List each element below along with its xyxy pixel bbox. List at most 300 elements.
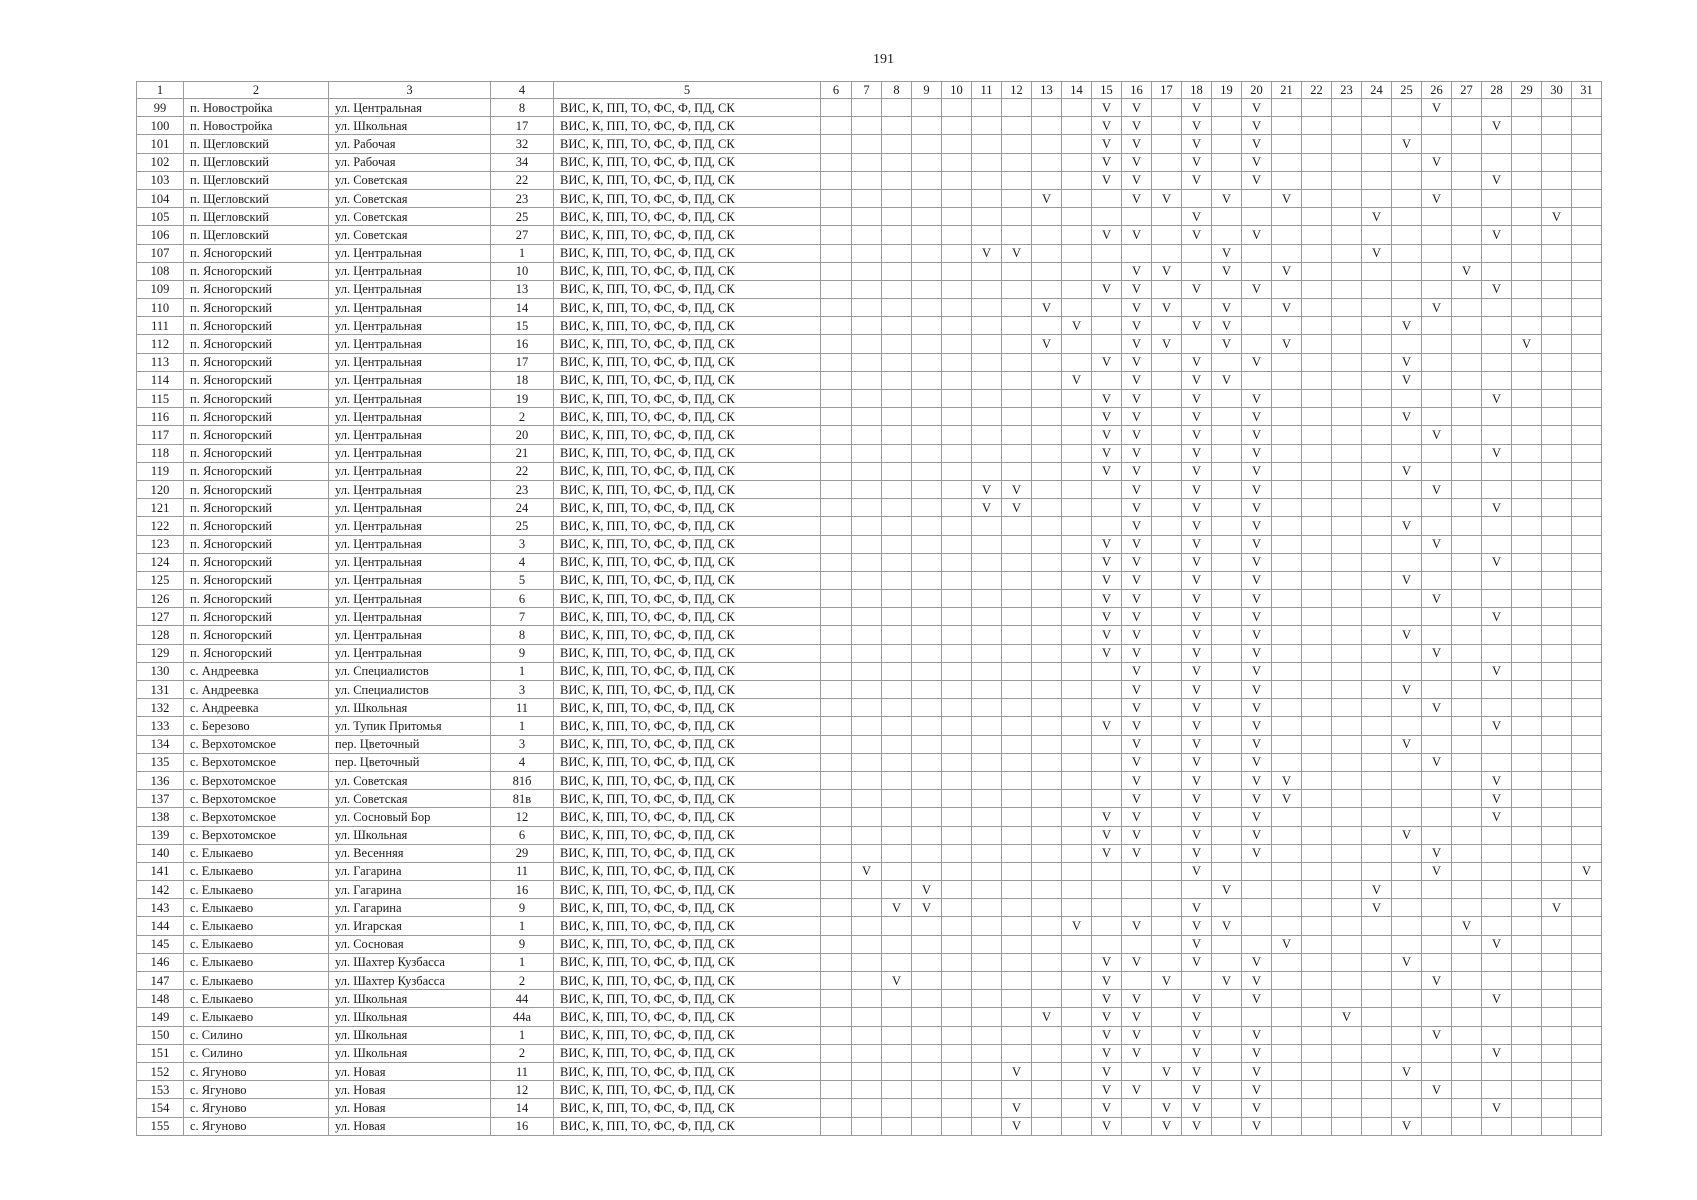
table-row [137, 917, 1602, 935]
day-mark-cell: V [1122, 953, 1152, 971]
day-cell [882, 790, 912, 808]
day-cell [942, 844, 972, 862]
day-cell [1452, 826, 1482, 844]
locality-cell: с. Березово [184, 717, 329, 735]
column-header: 9 [912, 82, 942, 99]
day-cell [1482, 1026, 1512, 1044]
street-cell: ул. Центральная [329, 644, 491, 662]
day-cell [1302, 335, 1332, 353]
day-cell [1122, 1117, 1152, 1135]
day-cell [1392, 590, 1422, 608]
service-set-cell: ВИС, К, ПП, ТО, ФС, Ф, ПД, СК [554, 681, 821, 699]
day-cell [882, 808, 912, 826]
table-row [137, 881, 1602, 899]
locality-cell: п. Ясногорский [184, 571, 329, 589]
house-number-cell: 11 [491, 699, 554, 717]
day-cell [1452, 189, 1482, 207]
day-mark-cell: V [1482, 1099, 1512, 1117]
day-cell [1332, 1026, 1362, 1044]
day-mark-cell: V [1092, 571, 1122, 589]
day-cell [1272, 881, 1302, 899]
row-number: 129 [137, 644, 184, 662]
day-cell [882, 480, 912, 498]
day-cell [1062, 299, 1092, 317]
table-row [137, 862, 1602, 880]
day-cell [1542, 299, 1572, 317]
day-cell [1272, 953, 1302, 971]
day-cell [912, 408, 942, 426]
day-cell [1422, 553, 1452, 571]
day-cell [1272, 353, 1302, 371]
day-cell [1452, 735, 1482, 753]
day-mark-cell: V [1032, 189, 1062, 207]
table-row [137, 844, 1602, 862]
day-cell [1482, 535, 1512, 553]
day-mark-cell: V [1122, 662, 1152, 680]
day-cell [821, 426, 852, 444]
day-cell [1572, 426, 1602, 444]
table-row [137, 335, 1602, 353]
day-cell [1362, 444, 1392, 462]
day-cell [1032, 571, 1062, 589]
day-cell [1542, 662, 1572, 680]
day-cell [1212, 226, 1242, 244]
day-cell [1422, 444, 1452, 462]
day-cell [1362, 590, 1392, 608]
locality-cell: п. Ясногорский [184, 390, 329, 408]
locality-cell: с. Верхотомское [184, 753, 329, 771]
day-cell [882, 226, 912, 244]
day-cell [882, 662, 912, 680]
column-header: 23 [1332, 82, 1362, 99]
street-cell: ул. Центральная [329, 335, 491, 353]
day-mark-cell: V [1242, 1081, 1272, 1099]
day-cell [1392, 1081, 1422, 1099]
day-cell [942, 208, 972, 226]
day-cell [1392, 480, 1422, 498]
day-cell [972, 826, 1002, 844]
day-cell [1482, 317, 1512, 335]
day-cell [1242, 335, 1272, 353]
day-cell [1302, 99, 1332, 117]
day-mark-cell: V [1422, 153, 1452, 171]
day-cell [1452, 808, 1482, 826]
day-cell [1302, 226, 1332, 244]
day-cell [972, 171, 1002, 189]
day-cell [912, 280, 942, 298]
day-mark-cell: V [1272, 189, 1302, 207]
day-cell [882, 699, 912, 717]
day-cell [852, 608, 882, 626]
day-cell [821, 335, 852, 353]
street-cell: ул. Центральная [329, 626, 491, 644]
day-mark-cell: V [1092, 426, 1122, 444]
day-mark-cell: V [1092, 808, 1122, 826]
locality-cell: с. Силино [184, 1026, 329, 1044]
day-cell [1512, 299, 1542, 317]
house-number-cell: 25 [491, 208, 554, 226]
day-cell [1302, 390, 1332, 408]
day-cell [912, 735, 942, 753]
day-cell [852, 571, 882, 589]
day-cell [882, 881, 912, 899]
day-cell [942, 371, 972, 389]
day-cell [852, 790, 882, 808]
street-cell: ул. Сосновая [329, 935, 491, 953]
day-mark-cell: V [1242, 953, 1272, 971]
day-cell [1092, 899, 1122, 917]
day-mark-cell: V [1242, 662, 1272, 680]
service-set-cell: ВИС, К, ПП, ТО, ФС, Ф, ПД, СК [554, 499, 821, 517]
day-mark-cell: V [1212, 881, 1242, 899]
day-cell [1482, 899, 1512, 917]
day-cell [1482, 262, 1512, 280]
day-cell [1572, 990, 1602, 1008]
day-cell [1452, 1099, 1482, 1117]
day-cell [1002, 171, 1032, 189]
day-mark-cell: V [1182, 499, 1212, 517]
day-mark-cell: V [1122, 681, 1152, 699]
day-cell [972, 990, 1002, 1008]
day-cell [852, 1117, 882, 1135]
day-cell [1392, 226, 1422, 244]
day-mark-cell: V [1122, 826, 1152, 844]
day-mark-cell: V [1242, 644, 1272, 662]
day-cell [1452, 862, 1482, 880]
day-cell [1452, 371, 1482, 389]
day-cell [1272, 1062, 1302, 1080]
day-cell [1212, 1081, 1242, 1099]
day-cell [1362, 935, 1392, 953]
day-cell [972, 99, 1002, 117]
locality-cell: п. Щегловский [184, 135, 329, 153]
column-header: 20 [1242, 82, 1272, 99]
house-number-cell: 44а [491, 1008, 554, 1026]
day-mark-cell: V [1092, 1044, 1122, 1062]
day-mark-cell: V [1122, 189, 1152, 207]
day-cell [1512, 972, 1542, 990]
day-cell [972, 844, 1002, 862]
day-cell [1062, 426, 1092, 444]
day-cell [912, 808, 942, 826]
day-cell [1062, 1081, 1092, 1099]
day-cell [1422, 408, 1452, 426]
day-cell [1362, 771, 1392, 789]
day-cell [1272, 681, 1302, 699]
day-cell [1302, 826, 1332, 844]
day-mark-cell: V [1392, 681, 1422, 699]
house-number-cell: 17 [491, 353, 554, 371]
day-cell [1452, 462, 1482, 480]
day-mark-cell: V [1182, 462, 1212, 480]
day-cell [1512, 1117, 1542, 1135]
locality-cell: п. Щегловский [184, 189, 329, 207]
table-row [137, 1081, 1602, 1099]
day-cell [1362, 1008, 1392, 1026]
day-cell [912, 535, 942, 553]
row-number: 131 [137, 681, 184, 699]
day-cell [1032, 553, 1062, 571]
service-set-cell: ВИС, К, ПП, ТО, ФС, Ф, ПД, СК [554, 117, 821, 135]
day-cell [1062, 553, 1092, 571]
day-cell [821, 99, 852, 117]
day-mark-cell: V [1002, 1099, 1032, 1117]
street-cell: пер. Цветочный [329, 735, 491, 753]
street-cell: ул. Шахтер Кузбасса [329, 953, 491, 971]
day-cell [1572, 935, 1602, 953]
day-cell [1002, 553, 1032, 571]
house-number-cell: 1 [491, 662, 554, 680]
house-number-cell: 22 [491, 171, 554, 189]
day-cell [1152, 499, 1182, 517]
day-cell [972, 153, 1002, 171]
day-cell [1332, 353, 1362, 371]
day-cell [1092, 335, 1122, 353]
day-cell [1572, 153, 1602, 171]
day-cell [1092, 317, 1122, 335]
day-cell [1512, 1044, 1542, 1062]
day-cell [1002, 462, 1032, 480]
day-mark-cell: V [1122, 480, 1152, 498]
day-cell [1002, 735, 1032, 753]
street-cell: ул. Центральная [329, 371, 491, 389]
street-cell: ул. Центральная [329, 462, 491, 480]
day-cell [912, 990, 942, 1008]
day-cell [1452, 426, 1482, 444]
day-cell [1212, 735, 1242, 753]
day-cell [942, 426, 972, 444]
day-cell [942, 117, 972, 135]
day-cell [1422, 1044, 1452, 1062]
day-cell [1032, 317, 1062, 335]
day-mark-cell: V [1152, 299, 1182, 317]
day-cell [1452, 662, 1482, 680]
house-number-cell: 5 [491, 571, 554, 589]
day-cell [1272, 662, 1302, 680]
day-cell [1332, 135, 1362, 153]
day-mark-cell: V [1182, 1008, 1212, 1026]
row-number: 103 [137, 171, 184, 189]
day-cell [1332, 1117, 1362, 1135]
day-mark-cell: V [1122, 990, 1152, 1008]
day-cell [1392, 426, 1422, 444]
day-cell [1452, 608, 1482, 626]
day-mark-cell: V [1362, 881, 1392, 899]
day-cell [972, 553, 1002, 571]
day-cell [1032, 353, 1062, 371]
day-cell [852, 808, 882, 826]
day-cell [1032, 808, 1062, 826]
house-number-cell: 14 [491, 1099, 554, 1117]
day-cell [1512, 571, 1542, 589]
day-cell [972, 790, 1002, 808]
day-cell [1572, 517, 1602, 535]
day-cell [1182, 881, 1212, 899]
day-mark-cell: V [1182, 153, 1212, 171]
street-cell: пер. Цветочный [329, 753, 491, 771]
day-cell [821, 262, 852, 280]
day-cell [1452, 299, 1482, 317]
day-mark-cell: V [1092, 717, 1122, 735]
table-row [137, 226, 1602, 244]
day-cell [1032, 662, 1062, 680]
locality-cell: п. Ясногорский [184, 317, 329, 335]
day-cell [972, 1117, 1002, 1135]
service-set-cell: ВИС, К, ПП, ТО, ФС, Ф, ПД, СК [554, 189, 821, 207]
day-cell [1392, 935, 1422, 953]
day-cell [1092, 917, 1122, 935]
day-cell [1092, 735, 1122, 753]
day-cell [1392, 1026, 1422, 1044]
day-cell [1302, 1117, 1332, 1135]
table-row [137, 717, 1602, 735]
day-cell [1272, 553, 1302, 571]
day-cell [1452, 753, 1482, 771]
column-header: 4 [491, 82, 554, 99]
service-set-cell: ВИС, К, ПП, ТО, ФС, Ф, ПД, СК [554, 717, 821, 735]
row-number: 117 [137, 426, 184, 444]
day-mark-cell: V [1182, 535, 1212, 553]
day-cell [1512, 426, 1542, 444]
day-cell [1002, 808, 1032, 826]
day-cell [1062, 262, 1092, 280]
day-mark-cell: V [1032, 1008, 1062, 1026]
day-cell [1542, 226, 1572, 244]
day-cell [882, 917, 912, 935]
day-cell [1152, 117, 1182, 135]
day-cell [1332, 699, 1362, 717]
street-cell: ул. Советская [329, 790, 491, 808]
day-cell [942, 953, 972, 971]
table-row [137, 1117, 1602, 1135]
day-cell [882, 590, 912, 608]
day-cell [1002, 390, 1032, 408]
day-cell [1152, 608, 1182, 626]
day-cell [1212, 390, 1242, 408]
day-mark-cell: V [1182, 1062, 1212, 1080]
table-row [137, 790, 1602, 808]
day-cell [912, 153, 942, 171]
day-cell [882, 935, 912, 953]
locality-cell: п. Ясногорский [184, 608, 329, 626]
day-cell [972, 899, 1002, 917]
day-cell [1362, 1062, 1392, 1080]
house-number-cell: 34 [491, 153, 554, 171]
day-cell [852, 753, 882, 771]
day-mark-cell: V [1242, 972, 1272, 990]
row-number: 137 [137, 790, 184, 808]
day-mark-cell: V [1092, 1026, 1122, 1044]
day-cell [882, 826, 912, 844]
day-cell [1002, 1081, 1032, 1099]
day-mark-cell: V [1392, 371, 1422, 389]
day-cell [1512, 990, 1542, 1008]
table-row [137, 644, 1602, 662]
table-row [137, 1008, 1602, 1026]
day-cell [1032, 462, 1062, 480]
street-cell: ул. Гагарина [329, 862, 491, 880]
day-cell [1512, 1062, 1542, 1080]
table-row [137, 117, 1602, 135]
day-cell [821, 444, 852, 462]
day-cell [1242, 208, 1272, 226]
day-mark-cell: V [1422, 753, 1452, 771]
street-cell: ул. Новая [329, 1081, 491, 1099]
day-mark-cell: V [1122, 790, 1152, 808]
service-set-cell: ВИС, К, ПП, ТО, ФС, Ф, ПД, СК [554, 408, 821, 426]
service-set-cell: ВИС, К, ПП, ТО, ФС, Ф, ПД, СК [554, 553, 821, 571]
locality-cell: с. Елыкаево [184, 862, 329, 880]
day-mark-cell: V [1242, 990, 1272, 1008]
day-cell [1062, 353, 1092, 371]
day-cell [1302, 644, 1332, 662]
day-cell [1062, 608, 1092, 626]
day-cell [882, 553, 912, 571]
day-cell [1392, 299, 1422, 317]
day-cell [1452, 699, 1482, 717]
day-cell [942, 1044, 972, 1062]
day-mark-cell: V [912, 899, 942, 917]
day-cell [1362, 1044, 1392, 1062]
locality-cell: с. Верхотомское [184, 790, 329, 808]
day-cell [1212, 517, 1242, 535]
day-cell [1032, 1062, 1062, 1080]
day-cell [942, 1026, 972, 1044]
day-cell [1542, 408, 1572, 426]
locality-cell: п. Ясногорский [184, 408, 329, 426]
day-cell [942, 935, 972, 953]
day-cell [1452, 517, 1482, 535]
day-cell [972, 935, 1002, 953]
locality-cell: с. Ягуново [184, 1081, 329, 1099]
day-mark-cell: V [1242, 717, 1272, 735]
day-mark-cell: V [1482, 1044, 1512, 1062]
day-mark-cell: V [1482, 935, 1512, 953]
day-cell [1302, 590, 1332, 608]
day-cell [1152, 662, 1182, 680]
day-mark-cell: V [1242, 735, 1272, 753]
day-mark-cell: V [852, 862, 882, 880]
day-cell [1542, 1062, 1572, 1080]
day-cell [821, 189, 852, 207]
house-number-cell: 23 [491, 480, 554, 498]
day-cell [1452, 353, 1482, 371]
day-cell [1062, 408, 1092, 426]
day-cell [942, 99, 972, 117]
day-cell [852, 990, 882, 1008]
service-set-cell: ВИС, К, ПП, ТО, ФС, Ф, ПД, СК [554, 444, 821, 462]
day-cell [1512, 517, 1542, 535]
day-cell [1182, 335, 1212, 353]
locality-cell: п. Ясногорский [184, 353, 329, 371]
day-cell [882, 208, 912, 226]
day-mark-cell: V [1212, 917, 1242, 935]
day-cell [1452, 226, 1482, 244]
day-cell [1302, 371, 1332, 389]
column-header: 14 [1062, 82, 1092, 99]
day-cell [1032, 535, 1062, 553]
table-row [137, 208, 1602, 226]
day-cell [1362, 808, 1392, 826]
day-mark-cell: V [1422, 1026, 1452, 1044]
day-mark-cell: V [1182, 826, 1212, 844]
day-cell [1512, 1099, 1542, 1117]
day-cell [1272, 808, 1302, 826]
day-cell [1362, 862, 1392, 880]
service-set-cell: ВИС, К, ПП, ТО, ФС, Ф, ПД, СК [554, 535, 821, 553]
service-set-cell: ВИС, К, ПП, ТО, ФС, Ф, ПД, СК [554, 626, 821, 644]
day-cell [1452, 899, 1482, 917]
